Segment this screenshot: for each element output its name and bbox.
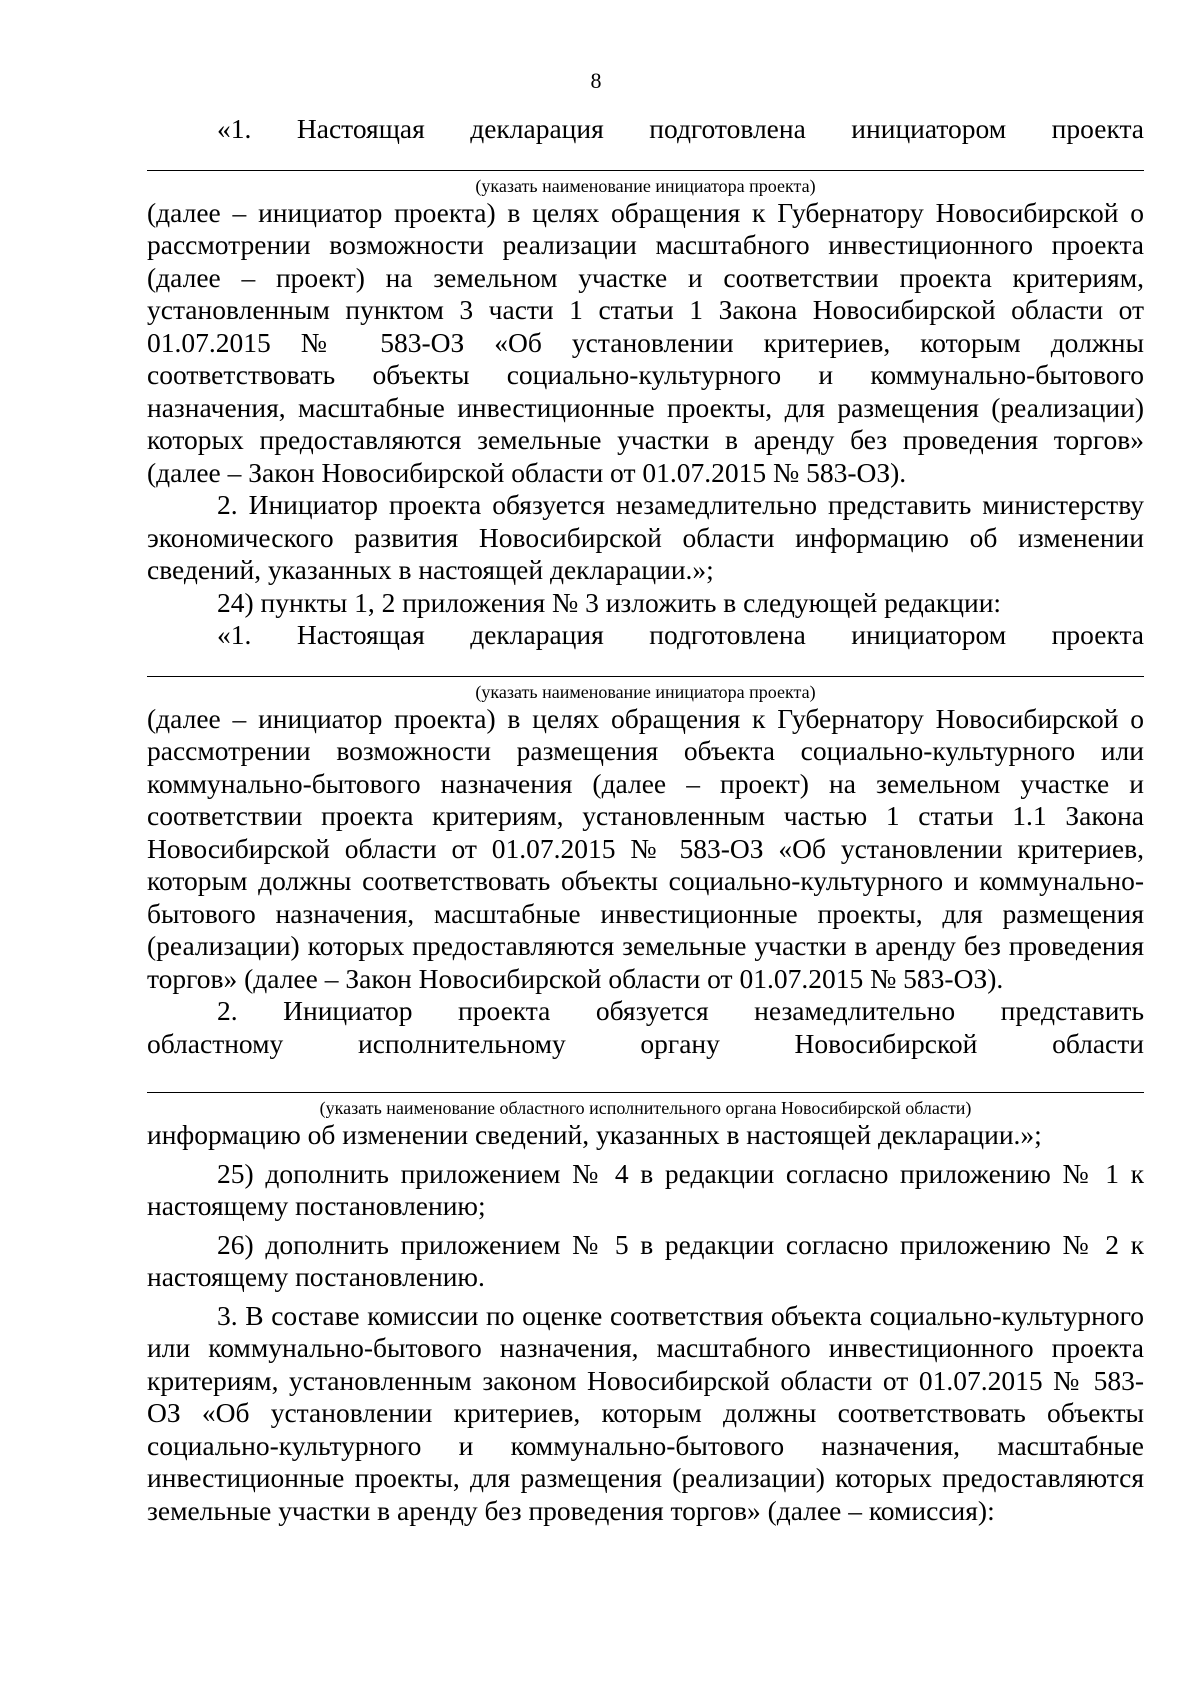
declaration-intro-2: «1. Настоящая декларация подготовлена инициатором проекта <box>217 619 1144 650</box>
declaration-intro-1: «1. Настоящая декларация подготовлена инициатором проекта <box>217 113 1144 144</box>
fill-in-line-initiator-1 <box>147 170 1144 171</box>
amendment-item-25: 25) дополнить приложением № 4 в редакции согласно приложению № 1 к настоящему постановлению; <box>147 1157 1144 1221</box>
declaration-point2-line2: областному исполнительному органу Новосибирской области <box>147 1027 1144 1059</box>
declaration-point2-line1: 2. Инициатор проекта обязуется незамедлительно представить <box>217 995 1144 1026</box>
section-3: 3. В составе комиссии по оценке соответствия объекта социально-культурного или коммунально-бытового назначения, масштабного инвестиционного проекта критериям, установленным законом Новосибирской области от 01.07.2015 № 583-ОЗ «Об установлении критериев, которым должны соответствовать объекты социально-культурного и коммунально-бытового назначения, масштабные инвестиционные проекты, для размещения (реализации) которых предоставляются земельные участки в аренду без проведения торгов» (далее – комиссия): <box>147 1299 1144 1526</box>
page-number: 8 <box>590 68 602 93</box>
declaration-body-1: (далее – инициатор проекта) в целях обращения к Губернатору Новосибирской о рассмотрении возможности реализации масштабного инвестиционного проекта (далее – проект) на земельном участке и соответствии проекта критериям, установленным пунктом 3 части 1 статьи 1 Закона Новосибирской области от 01.07.2015 № 583-ОЗ «Об установлении критериев, которым должны соответствовать объекты социально-культурного и коммунально-бытового назначения, масштабные инвестиционные проекты, для размещения (реализации) которых предоставляются земельные участки в аренду без проведения торгов» (далее – Закон Новосибирской области от 01.07.2015 № 583-ОЗ). <box>147 196 1144 488</box>
document-body <box>147 113 1144 1527</box>
fill-in-caption-2: (указать наименование инициатора проекта) <box>475 681 816 702</box>
declaration-body-2: (далее – инициатор проекта) в целях обращения к Губернатору Новосибирской о рассмотрении возможности размещения объекта социально-культурного или коммунально-бытового назначения (далее – проект) на земельном участке и соответствии проекта критериям, установленным частью 1 статьи 1.1 Закона Новосибирской области от 01.07.2015 № 583-ОЗ «Об установлении критериев, которым должны соответствовать объекты социально-культурного и коммунально-бытового назначения, масштабные инвестиционные проекты, для размещения (реализации) которых предоставляются земельные участки в аренду без проведения торгов» (далее – Закон Новосибирской области от 01.07.2015 № 583-ОЗ). <box>147 702 1144 994</box>
fill-in-caption-executive-body: (указать наименование областного исполнительного органа Новосибирской области) <box>319 1098 972 1118</box>
declaration-point2-end: информацию об изменении сведений, указанных в настоящей декларации.»; <box>147 1119 1042 1150</box>
declaration-point2-1: 2. Инициатор проекта обязуется незамедлительно представить министерству экономического развития Новосибирской области информацию об изменении сведений, указанных в настоящей декларации.»; <box>147 489 1144 585</box>
fill-in-caption-1: (указать наименование инициатора проекта) <box>475 175 816 196</box>
amendment-item-26: 26) дополнить приложением № 5 в редакции согласно приложению № 2 к настоящему постановлению. <box>147 1228 1144 1292</box>
fill-in-line-initiator-2 <box>147 676 1144 677</box>
fill-in-line-executive-body <box>147 1092 1144 1093</box>
amendment-item-24: 24) пункты 1, 2 приложения № 3 изложить в следующей редакции: <box>217 586 1002 618</box>
